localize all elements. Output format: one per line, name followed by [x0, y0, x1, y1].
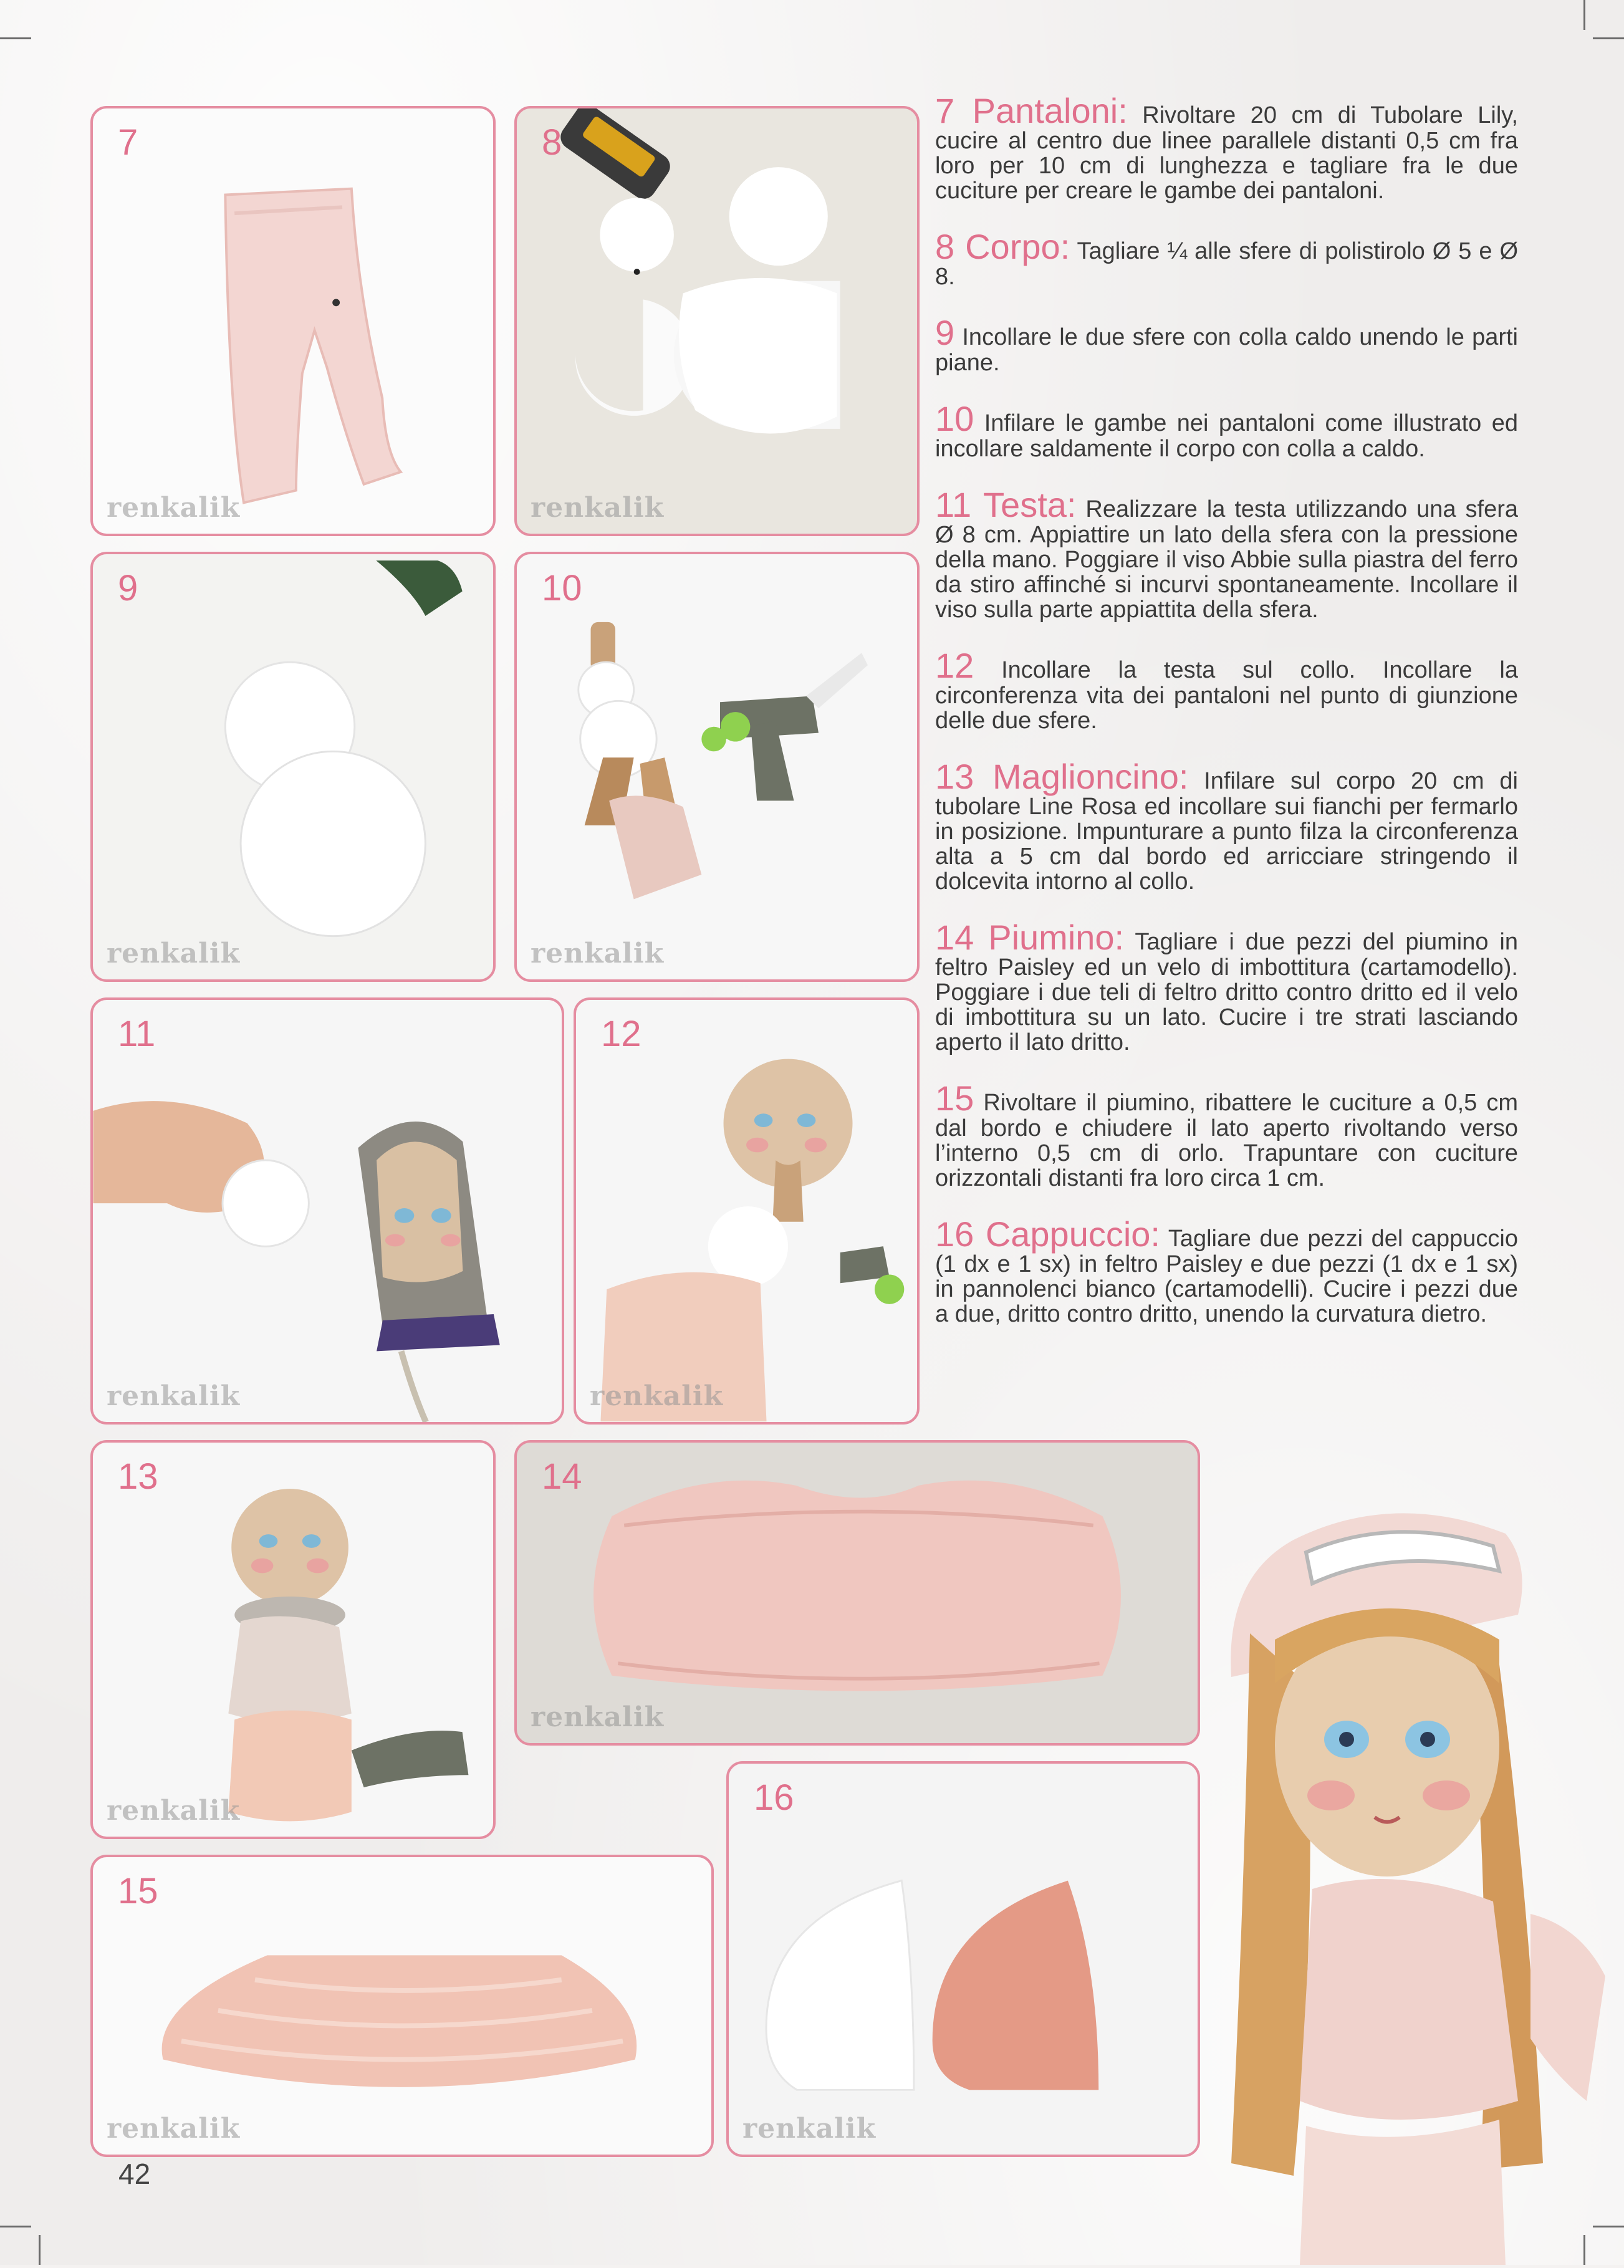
- step-heading: 15: [935, 1079, 974, 1118]
- step-heading: 11 Testa:: [935, 485, 1077, 524]
- step-photo-8: [514, 106, 920, 536]
- crop-mark: [0, 2226, 31, 2227]
- finished-doll-image: [1206, 1478, 1624, 2265]
- iron-face-photo: [93, 1000, 562, 1422]
- step-photo-11: [90, 997, 564, 1425]
- hood-pieces-photo: [729, 1764, 1198, 2155]
- step-number: 10: [542, 568, 582, 608]
- step-15-text: [935, 1081, 1518, 1191]
- step-heading: 13 Maglioncino:: [935, 757, 1189, 796]
- step-photo-13: [90, 1440, 496, 1839]
- watermark: renkalik: [107, 1380, 241, 1412]
- step-11-text: [935, 485, 1518, 623]
- step-13-text: [935, 759, 1518, 894]
- crop-mark: [0, 37, 31, 39]
- step-heading: 16 Cappuccio:: [935, 1214, 1160, 1254]
- watermark: renkalik: [590, 1380, 724, 1412]
- step-heading: 9: [935, 313, 955, 352]
- step-number: 7: [118, 122, 138, 163]
- sweater-photo: [93, 1443, 493, 1837]
- step-heading: 10: [935, 399, 974, 438]
- step-body: Realizzare la testa utilizzando una sfera Ø 8 cm. Appiattire un lato della sfera con la pressione della mano. Poggiare il viso Abbie sulla piastra del ferro da stiro affinché si incurvi spontaneamente. Incollare il viso sulla parte appiattita della sfera.: [935, 496, 1518, 623]
- step-photo-12: [574, 997, 920, 1425]
- foam-spheres-photo: [517, 108, 917, 534]
- step-photo-16: [726, 1761, 1200, 2157]
- head-attach-photo: [576, 1000, 917, 1422]
- watermark: renkalik: [531, 938, 665, 969]
- step-heading: 7 Pantaloni:: [935, 91, 1128, 130]
- crop-mark: [1583, 0, 1585, 30]
- step-body: Rivoltare il piumino, ribattere le cuciture a 0,5 cm dal bordo e chiudere il lato aperto rivoltando verso l’interno 0,5 cm di orlo. Trapuntare con cuciture orizzontali distanti fra loro circa 1 cm.: [935, 1090, 1518, 1191]
- step-photo-7: [90, 106, 496, 536]
- step-number: 12: [601, 1014, 641, 1054]
- watermark: renkalik: [107, 2113, 241, 2145]
- step-body: Rivoltare 20 cm di Tubolare Lily, cucire al centro due linee parallele distanti 0,5 cm fra loro per 10 cm di lunghezza e tagliare fra le due cuciture per creare le gambe dei pantaloni.: [935, 102, 1518, 204]
- step-number: 16: [754, 1777, 794, 1818]
- step-14-text: [935, 920, 1518, 1055]
- step-number: 9: [118, 568, 138, 608]
- step-photo-10: [514, 552, 920, 982]
- step-number: 11: [118, 1014, 156, 1054]
- watermark: renkalik: [742, 2113, 877, 2145]
- watermark: renkalik: [107, 492, 241, 524]
- pants-photo: [93, 108, 493, 534]
- quilted-jacket-photo: [93, 1857, 711, 2155]
- step-heading: 14 Piumino:: [935, 918, 1125, 957]
- step-number: 8: [542, 122, 562, 163]
- joined-spheres-photo: [93, 554, 493, 979]
- step-body: Infilare sul corpo 20 cm di tubolare Line Rosa ed incollare sui fianchi per fermarlo in posizione. Impunturare a punto filza la circonferenza alta a 5 cm dal bordo ed arricciare stringendo il dolcevita intorno al collo.: [935, 768, 1518, 895]
- watermark: renkalik: [531, 492, 665, 524]
- step-number: 13: [118, 1456, 158, 1497]
- step-body: Tagliare due pezzi del cappuccio (1 dx e 1 sx) in feltro Paisley e due pezzi (1 dx e 1 sx) in pannolenci bianco (cartamodelli). Cucire i pezzi due a due, dritto contro dritto, unendo la curvatura dietro.: [935, 1226, 1519, 1327]
- step-9-text: [935, 315, 1518, 375]
- step-number: 14: [542, 1456, 582, 1497]
- felt-jacket-photo: [517, 1443, 1198, 1743]
- step-12-text: [935, 648, 1518, 733]
- page-number: 42: [118, 2158, 151, 2190]
- step-body: Tagliare ¼ alle sfere di polistirolo Ø 5 e Ø 8.: [935, 238, 1518, 290]
- crop-mark: [39, 2235, 41, 2265]
- step-photo-14: [514, 1440, 1200, 1746]
- step-number: 15: [118, 1871, 158, 1911]
- body-assembly-photo: [517, 554, 917, 979]
- step-16-text: [935, 1214, 1519, 1327]
- step-heading: 8 Corpo:: [935, 227, 1070, 266]
- step-8-text: [935, 229, 1518, 289]
- instructions-column: [935, 91, 1519, 1353]
- step-body: Infilare le gambe nei pantaloni come illustrato ed incollare saldamente il corpo con colla a caldo.: [935, 410, 1518, 462]
- step-body: Incollare le due sfere con colla caldo unendo le parti piane.: [935, 324, 1518, 376]
- step-10-text: [935, 401, 1518, 461]
- step-body: Tagliare i due pezzi del piumino in feltro Paisley ed un velo di imbottitura (cartamodello). Poggiare i due teli di feltro dritto contro dritto ed il velo di imbottitura su un lato. Cucire i tre strati lasciando aperto il lato dritto.: [935, 929, 1518, 1055]
- watermark: renkalik: [531, 1701, 665, 1733]
- step-7-text: [935, 91, 1518, 204]
- step-photo-15: [90, 1855, 714, 2157]
- crop-mark: [1593, 37, 1624, 39]
- watermark: renkalik: [107, 1795, 241, 1827]
- watermark: renkalik: [107, 938, 241, 969]
- step-heading: 12: [935, 646, 974, 685]
- step-body: Incollare la testa sul collo. Incollare la circonferenza vita dei pantaloni nel punto di giunzione delle due sfere.: [935, 657, 1518, 734]
- step-photo-9: [90, 552, 496, 982]
